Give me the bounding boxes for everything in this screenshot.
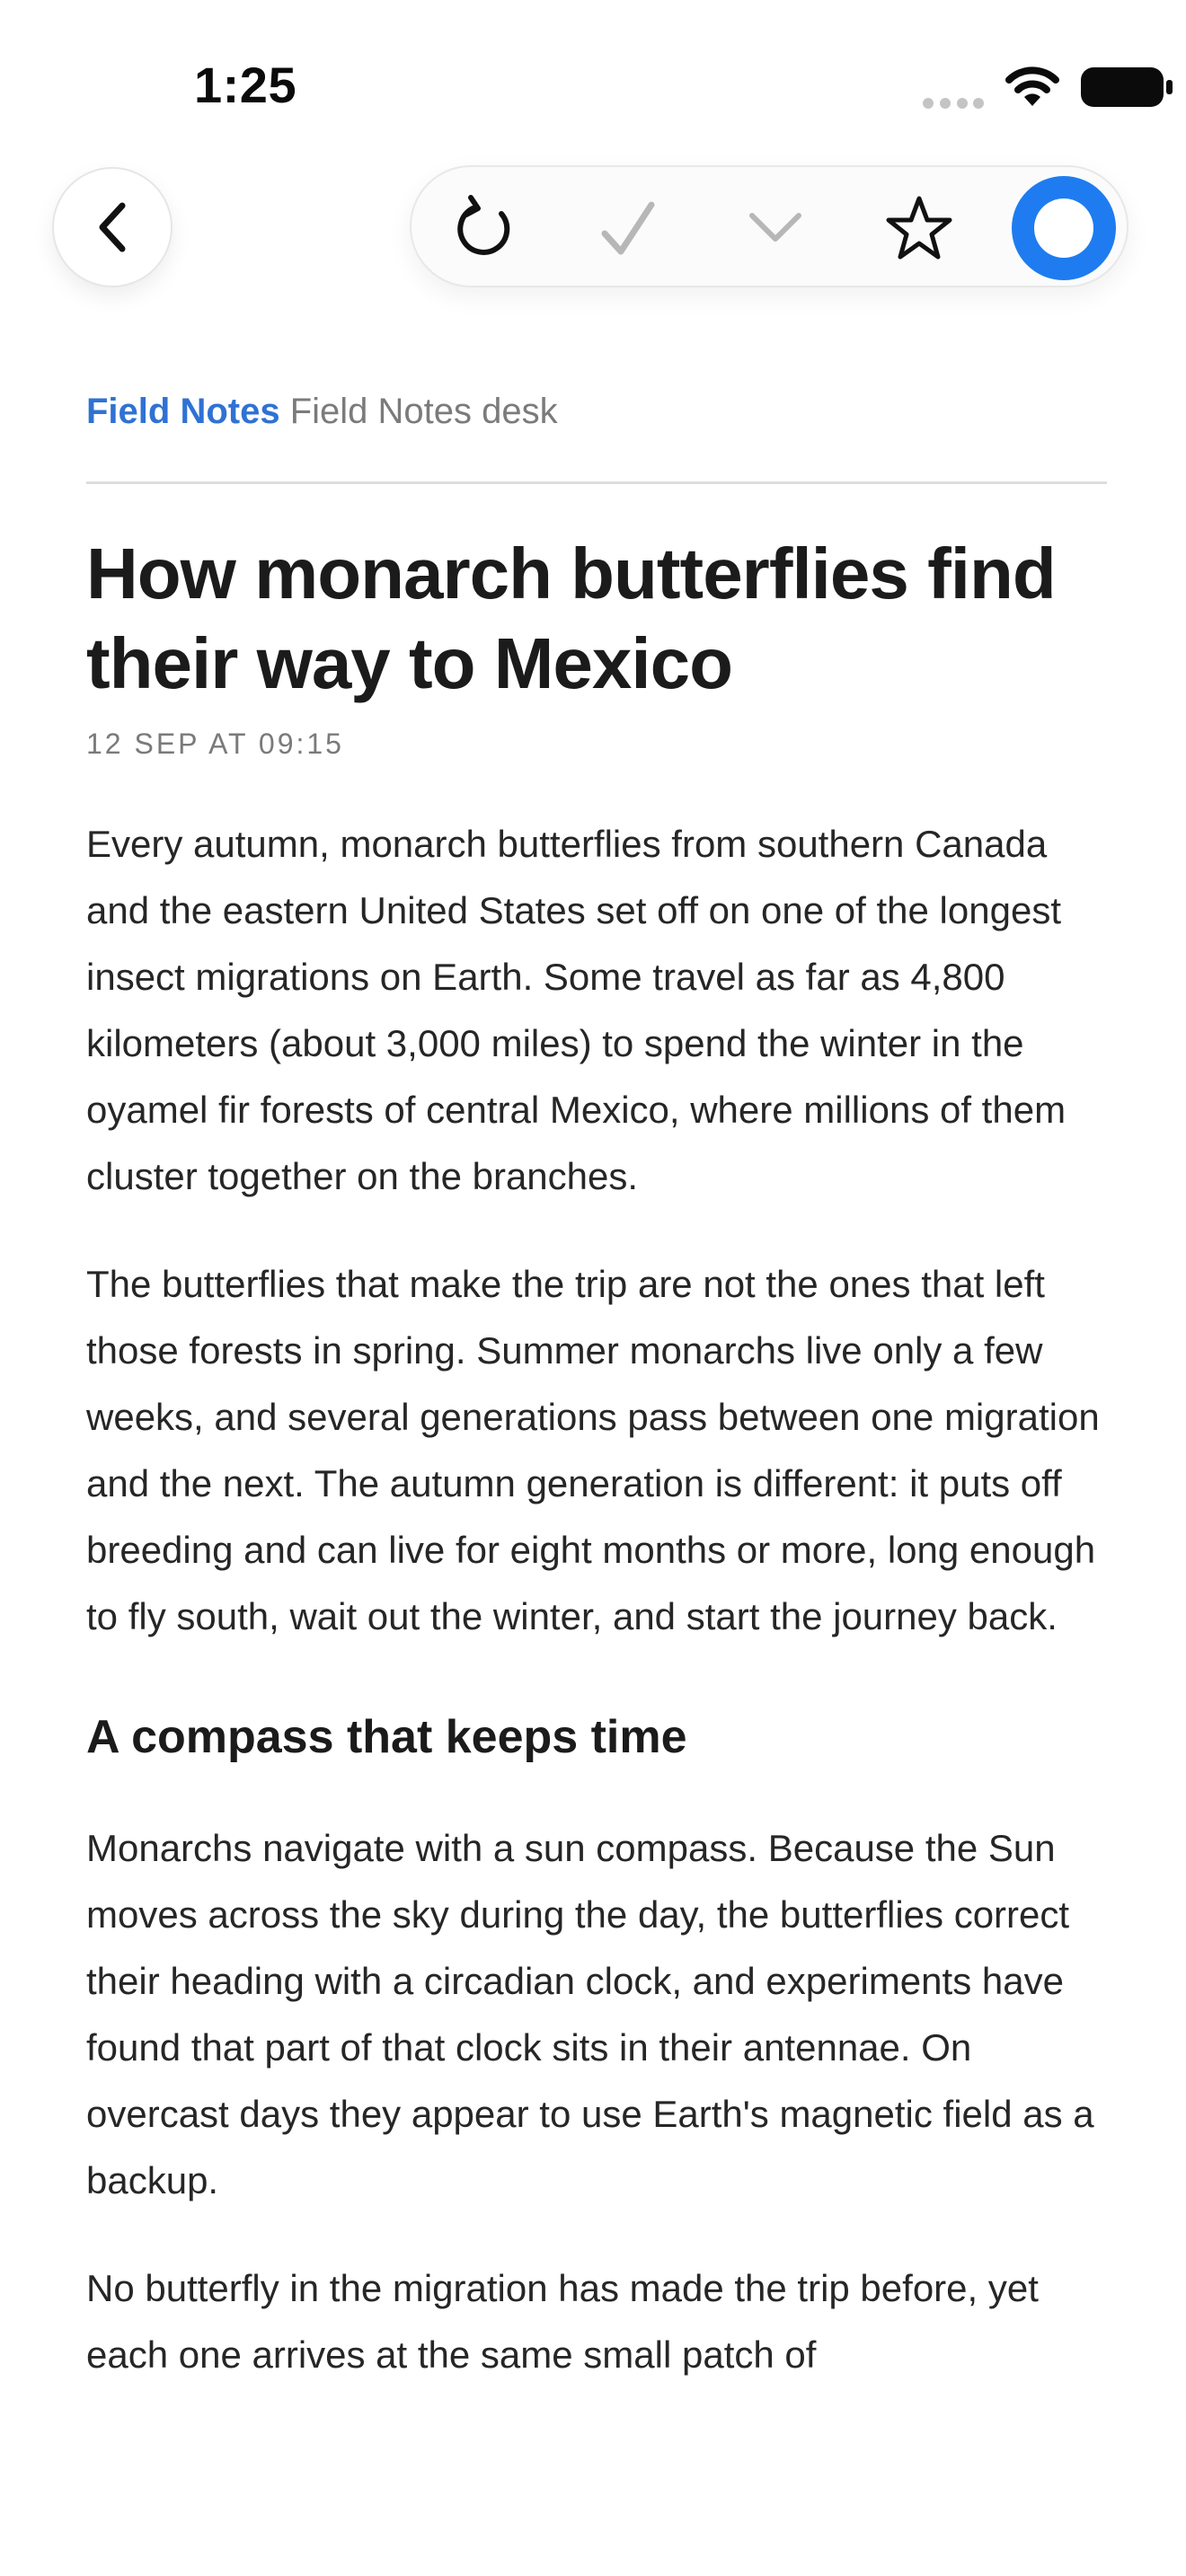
article-paragraph: Monarchs navigate with a sun compass. Because the Sun moves across the sky during the day, the butterflies correct their heading with a circadian clock, and experiments have found that part of that clock sits in their antennae. On overcast days they appear to use Earth's magnetic field as a backup.: [86, 1827, 1094, 2201]
back-button[interactable]: [52, 167, 173, 287]
desk-label: Field Notes desk: [289, 392, 558, 431]
battery-icon: [1080, 66, 1173, 108]
status-bar: [0, 0, 1186, 153]
record-circle-icon: [1034, 198, 1093, 258]
record-circle-button[interactable]: [1012, 176, 1116, 280]
article: [86, 386, 1107, 2388]
cellular-dots-icon: [922, 97, 985, 110]
mark-read-button[interactable]: [579, 167, 677, 289]
status-time: 1:25: [194, 57, 297, 113]
toolbar-actions: [410, 165, 1128, 287]
byline: [86, 386, 1107, 437]
article-dateline: 12 SEP AT 09:15: [86, 728, 344, 760]
chevron-left-icon: [92, 200, 133, 254]
article-paragraph: The butterflies that make the trip are not the ones that left those forests in spring. Summer monarchs live only a few weeks, and several generations pass between one migration and the next. The autumn generation is different: it puts off breeding and can live for eight months or more, long enough to fly south, wait out the winter, and start the journey back.: [86, 1263, 1100, 1637]
section-heading: A compass that keeps time: [86, 1711, 687, 1763]
source-link[interactable]: Field Notes: [86, 392, 280, 431]
status-indicators: [827, 0, 1186, 153]
article-paragraph: No butterfly in the migration has made the trip before, yet each one arrives at the same small patch of: [86, 2267, 1039, 2376]
favorite-button[interactable]: [870, 167, 969, 289]
next-article-button[interactable]: [726, 167, 825, 289]
article-paragraph: Every autumn, monarch butterflies from southern Canada and the eastern United States set off on one of the longest insect migrations on Earth. Some travel as far as 4,800 kilometers (about 3,000 miles) to spend the winter in the oyamel fir forests of central Mexico, where millions of them cluster together on the branches.: [86, 823, 1067, 1197]
checkmark-icon: [599, 199, 657, 257]
divider: [86, 481, 1107, 484]
chevron-down-icon: [747, 210, 804, 246]
article-title: How monarch butterflies find their way to Mexico: [86, 534, 1056, 703]
reload-button[interactable]: [435, 167, 534, 289]
wifi-icon: [1003, 63, 1062, 110]
reload-icon: [453, 194, 516, 262]
star-icon: [885, 195, 953, 261]
